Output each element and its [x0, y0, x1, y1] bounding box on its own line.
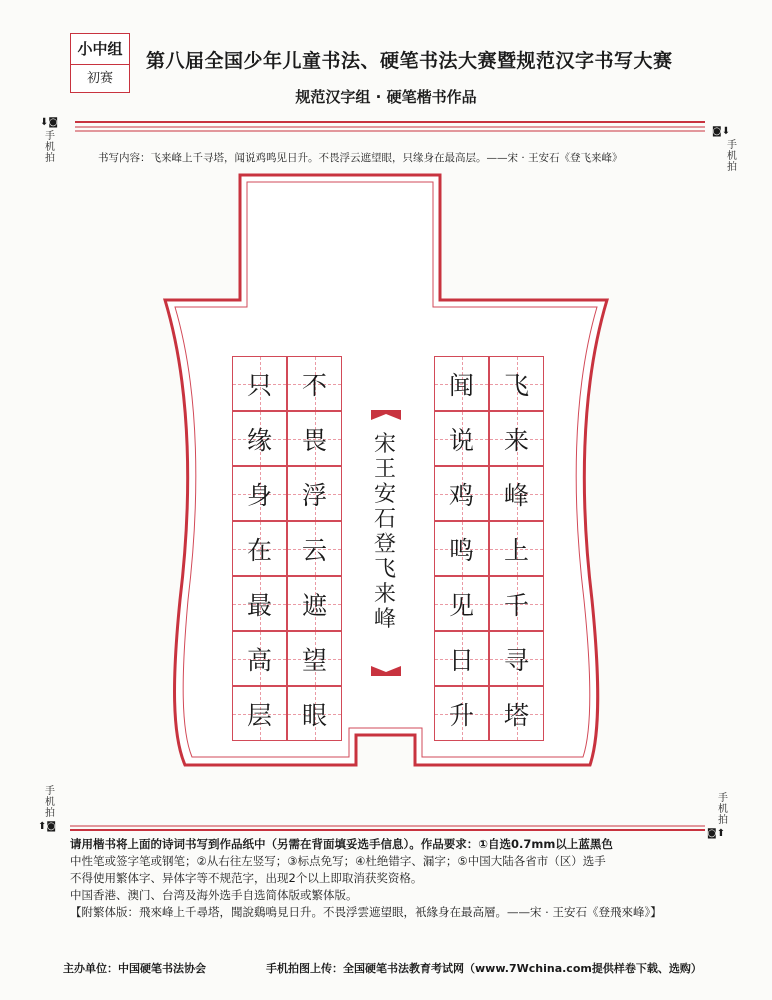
- grid-cell: 鸣: [434, 521, 489, 576]
- grid-cell: 鸡: [434, 466, 489, 521]
- grid-cell: 寻: [489, 631, 544, 686]
- camera-icon-bottom-left: ⬆◙: [38, 821, 57, 832]
- contest-title: 第八届全国少年儿童书法、硬笔书法大赛暨规范汉字书写大赛: [146, 50, 673, 72]
- instructions: 请用楷书将上面的诗词书写到作品纸中（另需在背面填妥选手信息）。作品要求：①自选0.7mm以上蓝黑色 中性笔或签字笔或钢笔；②从右往左竖写；③标点免写；④杜绝错字、漏字；⑤中国大陆各省市（区）选手 不得使用繁体字、异体字等不规范字，出现2个以上即取消获奖资格。 中国香港、澳门、台湾及海外选手自选简体版或繁体版。 【附繁体版：飛來峰上千尋塔，聞說鷄鳴見日升。不畏浮雲遮望眼，衹緣身在最高層。——宋 · 王安石《登飛來峰》】: [70, 837, 662, 919]
- grid-cell: 缘: [232, 411, 287, 466]
- grid-cell: 最: [232, 576, 287, 631]
- grid-cell: 上: [489, 521, 544, 576]
- upload-info: 手机拍图上传：全国硬笔书法教育考试网（www.7Wchina.com提供样卷下载、选购）: [266, 962, 702, 975]
- grid-cell: 畏: [287, 411, 342, 466]
- camera-icon-bottom-right: ◙⬆: [707, 828, 726, 839]
- group-label: 小中组: [71, 34, 129, 65]
- grid-cell: 见: [434, 576, 489, 631]
- grid-cell: 来: [489, 411, 544, 466]
- grid-cell: 日: [434, 631, 489, 686]
- phone-note-bottom-right: 手 机 拍: [718, 793, 728, 826]
- contest-subtitle: 规范汉字组 · 硬笔楷书作品: [295, 88, 477, 106]
- grid-cell: 塔: [489, 686, 544, 741]
- grid-cell: 闻: [434, 356, 489, 411]
- grid-cell: 层: [232, 686, 287, 741]
- grid-cell: 遮: [287, 576, 342, 631]
- grid-cell: 在: [232, 521, 287, 576]
- grid-cell: 千: [489, 576, 544, 631]
- grid-cell: 望: [287, 631, 342, 686]
- writing-content: 书写内容：飞来峰上千寻塔，闻说鸡鸣见日升。不畏浮云遮望眼，只缘身在最高层。——宋 · 王安石《登飞来峰》: [98, 152, 623, 164]
- grid-cell: 浮: [287, 466, 342, 521]
- grid-cell: 身: [232, 466, 287, 521]
- phone-note-top-left: 手 机 拍: [45, 131, 55, 164]
- grid-cell: 不: [287, 356, 342, 411]
- phone-note-bottom-left: 手 机 拍: [45, 786, 55, 819]
- grid-cell: 云: [287, 521, 342, 576]
- writing-grid-left: [232, 356, 342, 741]
- writing-grid-right: [434, 356, 544, 741]
- grid-cell: 飞: [489, 356, 544, 411]
- grid-cell: 眼: [287, 686, 342, 741]
- stage-label: 初赛: [86, 71, 113, 86]
- camera-icon-top-left: ⬇◙: [40, 117, 59, 128]
- grid-cell: 高: [232, 631, 287, 686]
- phone-note-top-right: 手 机 拍: [727, 140, 737, 173]
- camera-icon-top-right: ◙⬇: [712, 126, 731, 137]
- grid-cell: 说: [434, 411, 489, 466]
- author-signature: 宋 王 安 石 登 飞 来 峰: [373, 432, 396, 632]
- grid-cell: 升: [434, 686, 489, 741]
- grid-cell: 只: [232, 356, 287, 411]
- grid-cell: 峰: [489, 466, 544, 521]
- organizer: 主办单位：中国硬笔书法协会: [63, 962, 206, 975]
